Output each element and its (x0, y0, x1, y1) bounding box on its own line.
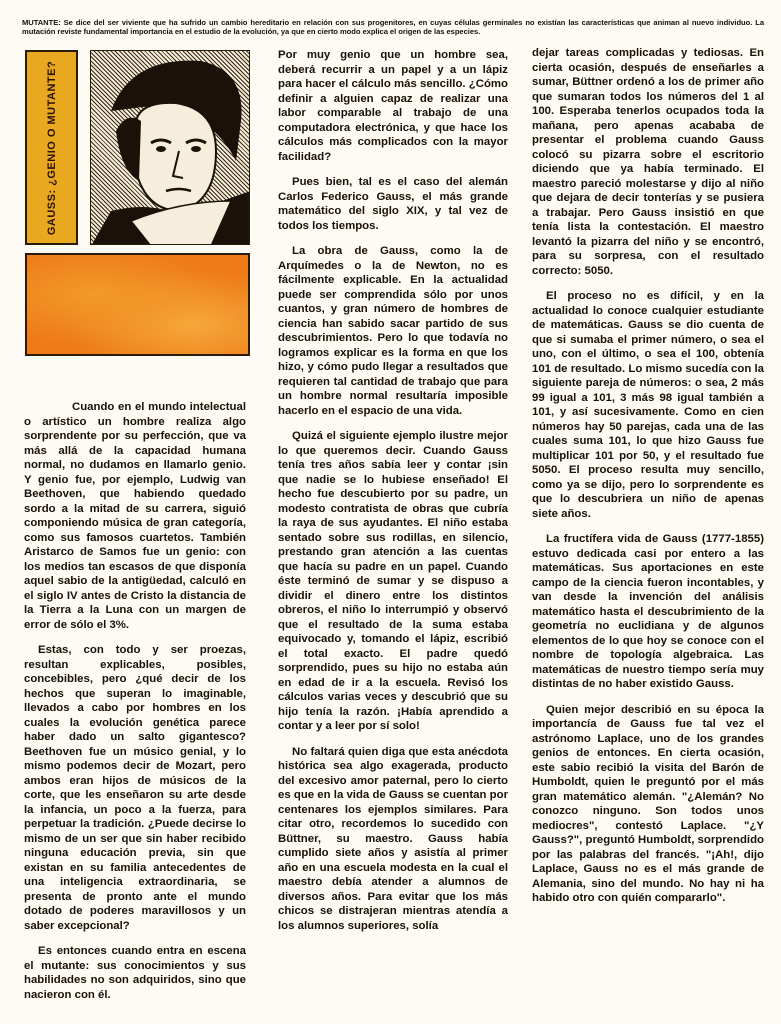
article-title: GAUSS: ¿GENIO O MUTANTE? (45, 60, 58, 235)
title-banner (25, 50, 78, 245)
paragraph: Quizá el siguiente ejemplo ilustre mejor lo que queremos decir. Cuando Gauss tenía tres años sabía leer y contar ¡sin que nadie se lo hubiese enseñado! El hecho fue descubierto por su padre, un modesto contratista de obras que cubría la raya de sus ayudantes. El niño estaba sentado sobre sus rodillas, en silencio, prestando gran atención a las cuentas que hacía su padre en un papel. Cuando éste terminó de sumar y se dispuso a dividir el dinero entre los distintos obreros, el niño lo interrumpió y observó que el resultado de la suma estaba equivocado y, tomando el lápiz, escribió el total exacto. El padre quedó sorprendido, pues su hijo no estaba aún en edad de ir a la escuela. Revisó los cálculos varias veces y descubrió que su hijo tenía la razón. ¡Había aprendido a contar y a leer por sí solo! (278, 430, 508, 732)
paragraph: Cuando en el mundo intelectual o artístico un hombre realiza algo sorprendente por su perfección, que va más allá de la capacidad humana normal, no dudamos en llamarlo genio. Y genio fue, por ejemplo, Ludwig van Beethoven, que habiendo quedado sordo a la mitad de su carrera, siguió componiendo música de gran categoría, como sus famosos cuartetos. También Aristarco de Samos fue un genio: con los medios tan escasos de que disponía aquel sabio de la antigüedad, calculó en el siglo IV antes de Cristo la distancia de la Tierra a la Luna con un margen de error de sólo el 3%. (24, 401, 246, 631)
paragraph: Pues bien, tal es el caso del alemán Carlos Federico Gauss, el más grande matemático del siglo XIX, y tal vez de todos los tiempos. (278, 176, 508, 232)
paragraph: La fructífera vida de Gauss (1777-1855) estuvo dedicada casi por entero a las matemáticas. Sus aportaciones en este campo de la ciencia fueron incontables, y van desde la invención del análisis matemático hasta el descubrimiento de la geometría no euclidiana y de algunos elementos de lo que hoy se conoce con el nombre de topología algebraica. Las matemáticas de nuestro tiempo sería muy distintas de no haber existido Gauss. (532, 533, 764, 690)
color-block (25, 253, 250, 356)
portrait-illustration (91, 51, 250, 245)
definition-text: Se dice del ser viviente que ha sufrido un cambio hereditario en relación con sus progenitores, en cuyas células germinales no existían las características que animan al nuevo individuo. La mutación reviste fundamental importancia en el estudio de la evolución, ya que en cierto modo explica el origen de las especies. (22, 18, 764, 36)
paragraph: Por muy genio que un hombre sea, deberá recurrir a un papel y a un lápiz para hacer el cálculo más sencillo. ¿Cómo definir a alguien capaz de realizar una labor comparable al trabajo de una computadora electrónica, y que hace los cálculos más complicados con la mayor facilidad? (278, 49, 508, 163)
definition-note (22, 19, 764, 36)
column-2 (278, 48, 508, 944)
paragraph: La obra de Gauss, como la de Arquímedes o la de Newton, no es fácilmente explicable. En la actualidad puede ser comprendida sólo por unos cuantos, y gran número de hombres de ciencia han sabido sacar partido de sus descubrimientos. Pero lo que todavía no logramos explicar es la forma en que los hizo, y cómo pudo llegar a resultados que requieren tal cantidad de trabajo que para un hombre normal resultaría imposible hacerlo en el espacio de una vida. (278, 245, 508, 417)
paragraph: Estas, con todo y ser proezas, resultan explicables, posibles, concebibles, pero ¿qué decir de los hechos que superan lo imaginable, llevados a cabo por hombres en los cuales la evolución genética parece haber dado un salto gigantesco? Beethoven fue un músico genial, y lo mismo podemos decir de Mozart, pero ambos eran hijos de músicos de la corte, que les enseñaron su arte desde la infancia, un poco a la fuerza, para perpetuar la tradición. ¿Puede decirse lo mismo de un ser que sin haber recibido ninguna educación previa, sin que existan en su familia antecedentes de una inteligencia extraordinaria, se presenta de pronto ante el mundo dotado de poderes maravillosos y un saber excepcional? (24, 644, 246, 932)
paragraph: dejar tareas complicadas y tediosas. En cierta ocasión, después de enseñarles a sumar, Büttner ordenó a los de primer año que sumaran todos los números del 1 al 100. Esperaba tenerlos ocupados toda la mañana, pero apenas acababa de presentar el problema cuando Gauss colocó su pizarra sobre el escritorio diciendo que ya había terminado. El maestro pareció molestarse y dijo al niño que dejara de decir tonterías y se pusiera a trabajar. Pero Gauss insistió en que tenía lista la contestación. El maestro levantó la pizarra del niño y se encontró, para su sorpresa, con el resultado correcto: 5050. (532, 47, 764, 277)
paragraph: Quien mejor describió en su época la importancía de Gauss fue tal vez el astrónomo Laplace, uno de los grandes genios de entonces. En cierta ocasión, este sabio recibió la visita del Barón de Humboldt, quien le preguntó por el más gran matemático alemán. "¿Alemán? No conozco ninguno. Son todos unos mediocres", contestó Laplace. "¿Y Gauss?", preguntó Humboldt, sorprendido por las palabras del francés. "¡Ah!, dijo Laplace, Gauss no es el más grande de Alemania, sino del mundo. No hay ni ha habido otro con quién compararlo". (532, 703, 764, 904)
definition-term: MUTANTE: (22, 18, 61, 27)
column-3 (532, 46, 764, 917)
column-1 (24, 400, 246, 1013)
paragraph: No faltará quien diga que esta anécdota histórica sea algo exagerada, producto del excesivo amor paternal, pero lo cierto es que en la vida de Gauss se cuentan por centenares los ejemplos similares. Para citar otro, recordemos lo sucedido con Büttner, su maestro. Gauss había cumplido siete años y asistía al primer año en una escuela modesta en la cual el maestro debía atender a alumnos de diversos años. Para evitar que los más chicos se distrajeran mientras atendía a los alumnos superiores, solía (278, 745, 508, 932)
paragraph: Es entonces cuando entra en escena el mutante: sus conocimientos y sus habilidades no son adquiridos, sino que nacieron con él. (24, 945, 246, 1001)
paragraph: El proceso no es difícil, y en la actualidad lo conoce cualquier estudiante de matemáticas. Gauss se dio cuenta de que si sumaba el primer número, o sea el uno, con el último, o sea el 100, obtenía 101 de resultado. Lo mismo sucedía con la siguiente pareja de números: o sea, 2 más 99 igual a 101, 3 más 98 igual también a 101, y así sucesivamente. Como en cien números hay 50 parejas, cada una de las cuales suma 101, lo que hizo Gauss fue multiplicar 101 por 50, y el resultado fue 5050. El proceso resulta muy sencillo, como ya se dijo, pero lo sorprendente es que lo descubriera un niño de apenas siete años. (532, 290, 764, 520)
gauss-portrait (90, 50, 250, 245)
